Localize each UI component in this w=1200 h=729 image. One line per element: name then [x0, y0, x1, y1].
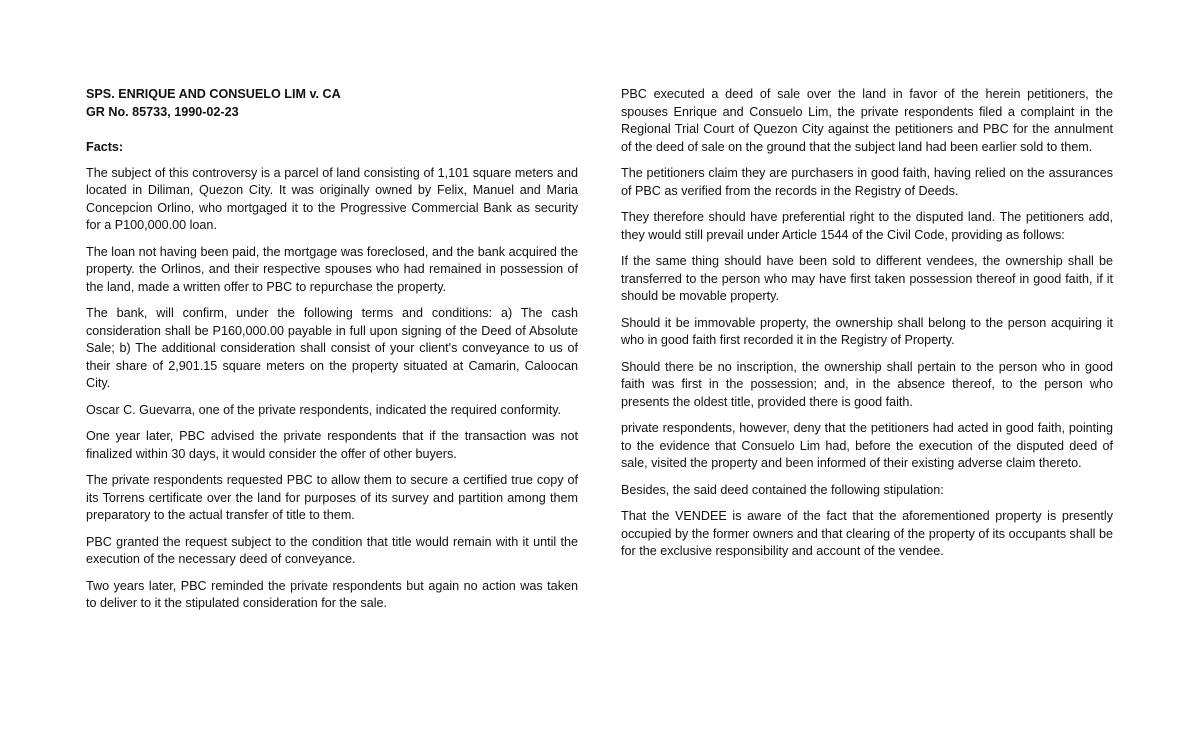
- left-paragraph: The subject of this controversy is a parcel of land consisting of 1,101 square meters and located in Diliman, Quezon City. It was originally owned by Felix, Manuel and Maria Concepcion Orlino, who mortgaged it to the Progressive Commercial Bank as security for a P100,000.00 loan.: [86, 165, 578, 232]
- left-paragraph: The bank, will confirm, under the following terms and conditions: a) The cash consideration shall be P160,000.00 payable in full upon signing of the Deed of Absolute Sale; b) The additional consideration shall consist of your client's conveyance to us of their share of 2,901.15 square meters on the property situated at Camarin, Caloocan City.: [86, 306, 578, 390]
- right-column: [621, 86, 1113, 570]
- right-paragraph: PBC executed a deed of sale over the land in favor of the herein petitioners, the spouses Enrique and Consuelo Lim, the private respondents filed a complaint in the Regional Trial Court of Quezon City against the petitioners and PBC for the annulment of the deed of sale on the ground that the subject land had been earlier sold to them.: [621, 87, 1113, 154]
- right-paragraph: Should it be immovable property, the ownership shall belong to the person acquiring it who in good faith first recorded it in the Registry of Property.: [621, 315, 1113, 347]
- left-paragraph: The private respondents requested PBC to allow them to secure a certified true copy of its Torrens certificate over the land for purposes of its survey and partition among them preparatory to the actual transfer of title to them.: [86, 473, 578, 522]
- case-number: GR No. 85733, 1990-02-23: [86, 104, 239, 119]
- right-paragraph: private respondents, however, deny that the petitioners had acted in good faith, pointing to the evidence that Consuelo Lim had, before the execution of the disputed deed of sale, visited the property and been informed of their existing adverse claim thereto.: [621, 421, 1113, 470]
- right-paragraph: The petitioners claim they are purchasers in good faith, having relied on the assurances of PBC as verified from the records in the Registry of Deeds.: [621, 166, 1113, 198]
- right-paragraph: They therefore should have preferential right to the disputed land. The petitioners add, they would still prevail under Article 1544 of the Civil Code, providing as follows:: [621, 210, 1113, 242]
- facts-heading: Facts:: [86, 140, 124, 154]
- right-paragraph: That the VENDEE is aware of the fact that the aforementioned property is presently occupied by the former owners and that clearing of the property of its occupants shall be for the exclusive responsibility and account of the vendee.: [621, 509, 1113, 558]
- left-column: [86, 86, 578, 622]
- left-paragraph: PBC granted the request subject to the condition that title would remain with it until the execution of the necessary deed of conveyance.: [86, 534, 578, 566]
- left-paragraph: One year later, PBC advised the private respondents that if the transaction was not finalized within 30 days, it would consider the offer of other buyers.: [86, 429, 578, 461]
- right-paragraph: If the same thing should have been sold to different vendees, the ownership shall be transferred to the person who may have first taken possession thereof in good faith, if it should be movable property.: [621, 254, 1113, 303]
- left-paragraph: Two years later, PBC reminded the private respondents but again no action was taken to deliver to it the stipulated consideration for the sale.: [86, 578, 578, 610]
- right-paragraph: Besides, the said deed contained the following stipulation:: [621, 482, 944, 497]
- right-paragraph: Should there be no inscription, the ownership shall pertain to the person who in good faith was first in the possession; and, in the absence thereof, to the person who presents the oldest title, provided there is good faith.: [621, 359, 1113, 409]
- left-paragraph: The loan not having been paid, the mortgage was foreclosed, and the bank acquired the property. the Orlinos, and their respective spouses who had remained in possession of the land, made a written offer to PBC to repurchase the property.: [86, 244, 578, 294]
- case-title: SPS. ENRIQUE AND CONSUELO LIM v. CA: [86, 87, 341, 101]
- left-paragraph: Oscar C. Guevarra, one of the private respondents, indicated the required conformity.: [86, 402, 562, 417]
